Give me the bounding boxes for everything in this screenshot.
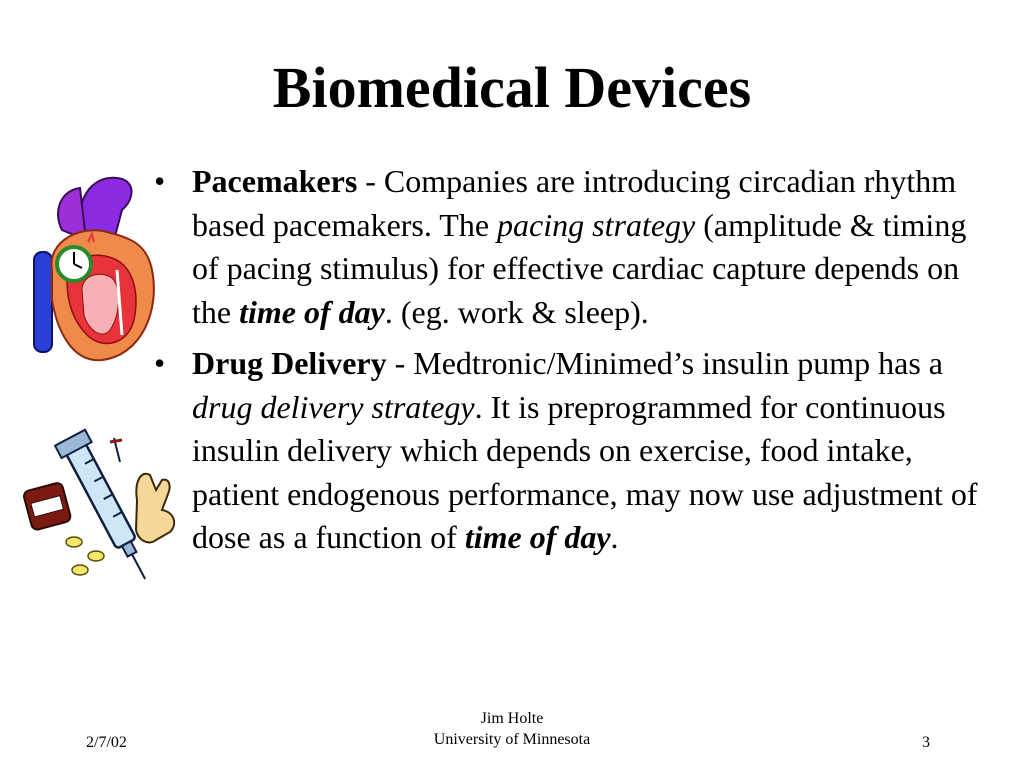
bullet-text: - Medtronic/Minimed’s insulin pump has a (386, 345, 943, 381)
bullet-marker: • (154, 345, 166, 381)
bullet-emphasis: pacing strategy (497, 206, 696, 243)
bullet-text: (amplitude & timing of pacing stimulus) for effective cardiac capture depends on the (192, 206, 967, 330)
footer-organization: University of Minnesota (433, 731, 591, 748)
footer-date: 2/7/02 (86, 734, 127, 751)
bullet-text: . It is preprogrammed for continuous insulin delivery which depends on exercise, food intake, patient endogenous performance, may now use adjustment of dose as a function of (192, 388, 978, 555)
bullet-text: . (610, 519, 619, 555)
slide-title: Biomedical Devices (272, 55, 752, 120)
bullet-marker: • (154, 163, 166, 199)
heart-clock-icon (22, 170, 168, 370)
bullet-pacemakers (152, 160, 992, 334)
bullet-text: . (eg. work & sleep). (384, 293, 649, 330)
bullet-term: Pacemakers (192, 163, 358, 199)
bullet-emphasis-strong: time of day (239, 293, 385, 330)
bullet-term: Drug Delivery (192, 345, 387, 381)
page-number: 3 (922, 734, 930, 751)
bullet-emphasis-strong: time of day (464, 519, 611, 555)
bullet-text: - Companies are introducing circadian rhythm based pacemakers. The (192, 163, 957, 243)
bullet-list (152, 160, 992, 568)
footer-author-block (362, 708, 662, 750)
bullet-drug-delivery (152, 342, 992, 560)
footer-author: Jim Holte (480, 710, 544, 727)
bullet-emphasis: drug delivery strategy (192, 388, 475, 425)
